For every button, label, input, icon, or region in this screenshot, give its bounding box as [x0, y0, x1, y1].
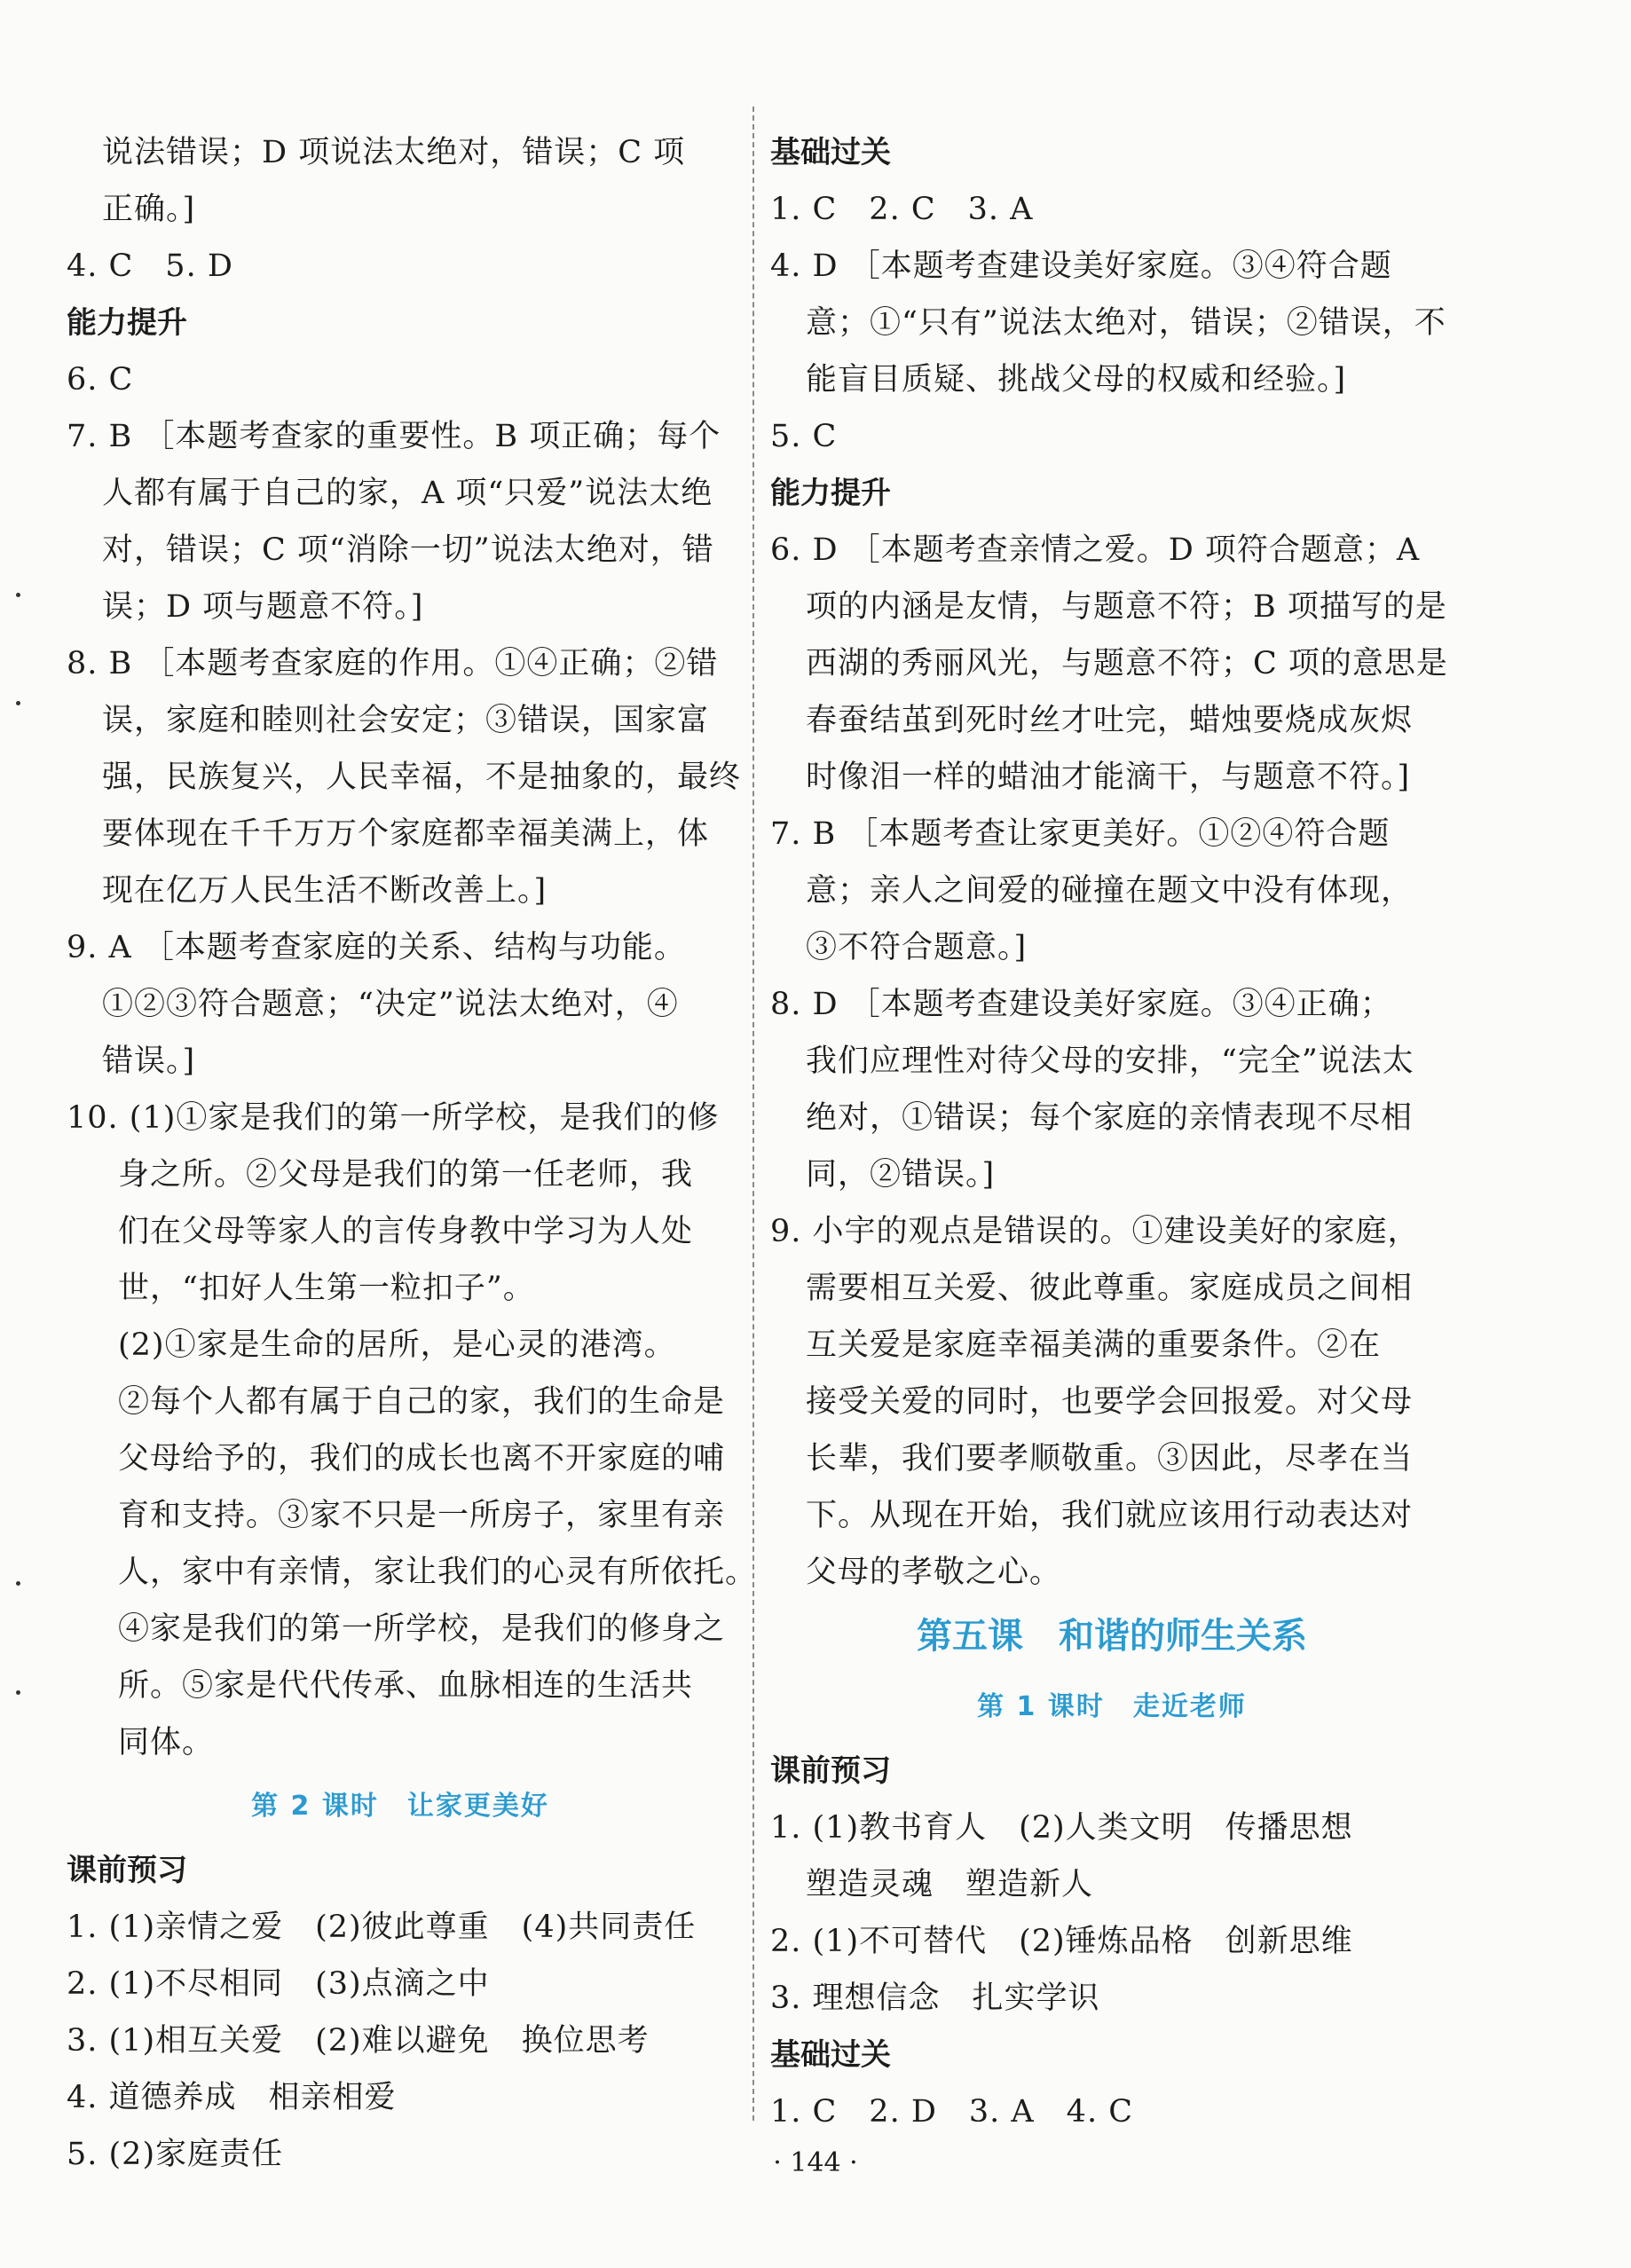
text-line: 父母给予的，我们的成长也离不开家庭的哺 [118, 1441, 726, 1477]
text-line: 人都有属于自己的家，A 项“只爱”说法太绝 [102, 476, 713, 511]
text-line: 9. A ［本题考查家庭的关系、结构与功能。 [67, 930, 686, 965]
text-line: 4. C 5. D [67, 248, 233, 284]
text-line: 身之所。②父母是我们的第一任老师，我 [118, 1157, 694, 1193]
text-line: 1. C 2. C 3. A [770, 192, 1034, 227]
text-line: ②每个人都有属于自己的家，我们的生命是 [118, 1384, 726, 1420]
text-line: 接受关爱的同时，也要学会回报爱。对父母 [806, 1384, 1414, 1420]
text-line: 同体。 [118, 1725, 215, 1760]
text-line: 正确。] [102, 192, 196, 227]
margin-dot [16, 593, 20, 597]
text-line: 4. 道德养成 相亲相爱 [67, 2080, 397, 2115]
text-line: 错误。] [102, 1043, 196, 1079]
section-heading: 课前预习 [770, 1753, 891, 1789]
text-line: 4. D ［本题考查建设美好家庭。③④符合题 [770, 248, 1392, 284]
section-heading: 能力提升 [770, 476, 891, 511]
text-line: 8. D ［本题考查建设美好家庭。③④正确； [770, 987, 1392, 1022]
text-line: 6. D ［本题考查亲情之爱。D 项符合题意；A [770, 532, 1421, 568]
text-line: 6. C [67, 362, 134, 398]
text-line: 1. (1)教书育人 (2)人类文明 传播思想 [770, 1810, 1353, 1846]
margin-dot [16, 1690, 20, 1695]
text-line: 西湖的秀丽风光，与题意不符；C 项的意思是 [806, 646, 1448, 681]
text-line: 现在亿万人民生活不断改善上。] [102, 873, 548, 909]
text-line: 育和支持。③家不只是一所房子，家里有亲 [118, 1498, 726, 1533]
text-line: ④家是我们的第一所学校，是我们的修身之 [118, 1611, 726, 1647]
text-line: 春蚕结茧到死时丝才吐完，蜡烛要烧成灰烬 [806, 703, 1414, 738]
section-heading: 能力提升 [67, 305, 187, 341]
text-line: 同，②错误。] [806, 1157, 996, 1193]
lesson-title: 第五课 和谐的师生关系 [917, 1616, 1307, 1657]
text-line: 误；D 项与题意不符。] [102, 589, 424, 625]
margin-dot [16, 701, 20, 705]
text-line: 下。从现在开始，我们就应该用行动表达对 [806, 1498, 1414, 1533]
text-line: 1. C 2. D 3. A 4. C [770, 2094, 1133, 2130]
text-line: 需要相互关爱、彼此尊重。家庭成员之间相 [806, 1271, 1414, 1306]
text-line: 5. C [770, 419, 838, 454]
text-line: 能盲目质疑、挑战父母的权威和经验。] [806, 362, 1347, 398]
text-line: 所。⑤家是代代传承、血脉相连的生活共 [118, 1668, 694, 1704]
text-line: 7. B ［本题考查家的重要性。B 项正确；每个 [67, 419, 721, 454]
text-line: 时像泪一样的蜡油才能滴干，与题意不符。] [806, 760, 1411, 795]
text-line: 意；亲人之间爱的碰撞在题文中没有体现， [806, 873, 1414, 909]
text-line: 项的内涵是友情，与题意不符；B 项描写的是 [806, 589, 1447, 625]
text-line: 绝对，①错误；每个家庭的亲情表现不尽相 [806, 1100, 1414, 1136]
text-line: 互关爱是家庭幸福美满的重要条件。②在 [806, 1327, 1382, 1363]
text-line: ③不符合题意。] [806, 930, 1028, 965]
section-heading: 基础过关 [770, 135, 891, 170]
text-line: 对，错误；C 项“消除一切”说法太绝对，错 [102, 532, 714, 568]
text-line: 误，家庭和睦则社会安定；③错误，国家富 [102, 703, 710, 738]
text-line: 长辈，我们要孝顺敬重。③因此，尽孝在当 [806, 1441, 1414, 1477]
text-line: 们在父母等家人的言传身教中学习为人处 [118, 1214, 694, 1249]
right-column [770, 124, 1454, 2140]
text-line: 8. B ［本题考查家庭的作用。①④正确；②错 [67, 646, 719, 681]
page-number: · 144 · [773, 2147, 858, 2178]
text-line: (2)①家是生命的居所，是心灵的港湾。 [118, 1327, 676, 1363]
text-line: 父母的孝敬之心。 [806, 1555, 1062, 1590]
text-line: 说法错误；D 项说法太绝对，错误；C 项 [102, 135, 686, 170]
text-line: 我们应理性对待父母的安排，“完全”说法太 [806, 1043, 1414, 1079]
section-heading: 基础过关 [770, 2037, 891, 2073]
left-column [67, 124, 758, 2183]
section-heading: 课前预习 [67, 1853, 187, 1888]
margin-dot [16, 1581, 20, 1586]
text-line: 5. (2)家庭责任 [67, 2137, 284, 2172]
text-line: 7. B ［本题考查让家更美好。①②④符合题 [770, 816, 1391, 852]
text-line: 强，民族复兴，人民幸福，不是抽象的，最终 [102, 760, 742, 795]
period-title: 第 2 课时 让家更美好 [251, 1791, 549, 1822]
text-line: 世，“扣好人生第一粒扣子”。 [118, 1271, 535, 1306]
text-line: 要体现在千千万万个家庭都幸福美满上，体 [102, 816, 710, 852]
text-line: 10. (1)①家是我们的第一所学校，是我们的修 [67, 1100, 720, 1136]
text-line: ①②③符合题意；“决定”说法太绝对，④ [102, 987, 679, 1022]
period-title: 第 1 课时 走近老师 [977, 1691, 1247, 1722]
text-line: 9. 小宇的观点是错误的。①建设美好的家庭， [770, 1214, 1420, 1249]
text-line: 2. (1)不尽相同 (3)点滴之中 [67, 1966, 490, 2002]
text-line: 意；①“只有”说法太绝对，错误；②错误，不 [806, 305, 1446, 341]
text-line: 2. (1)不可替代 (2)锤炼品格 创新思维 [770, 1924, 1353, 1959]
column-divider [752, 106, 754, 2121]
text-line: 3. 理想信念 扎实学识 [770, 1981, 1100, 2016]
text-line: 3. (1)相互关爱 (2)难以避免 换位思考 [67, 2023, 650, 2059]
text-line: 塑造灵魂 塑造新人 [806, 1867, 1094, 1902]
text-line: 1. (1)亲情之爱 (2)彼此尊重 (4)共同责任 [67, 1910, 697, 1945]
text-line: 人，家中有亲情，家让我们的心灵有所依托。 [118, 1555, 758, 1590]
